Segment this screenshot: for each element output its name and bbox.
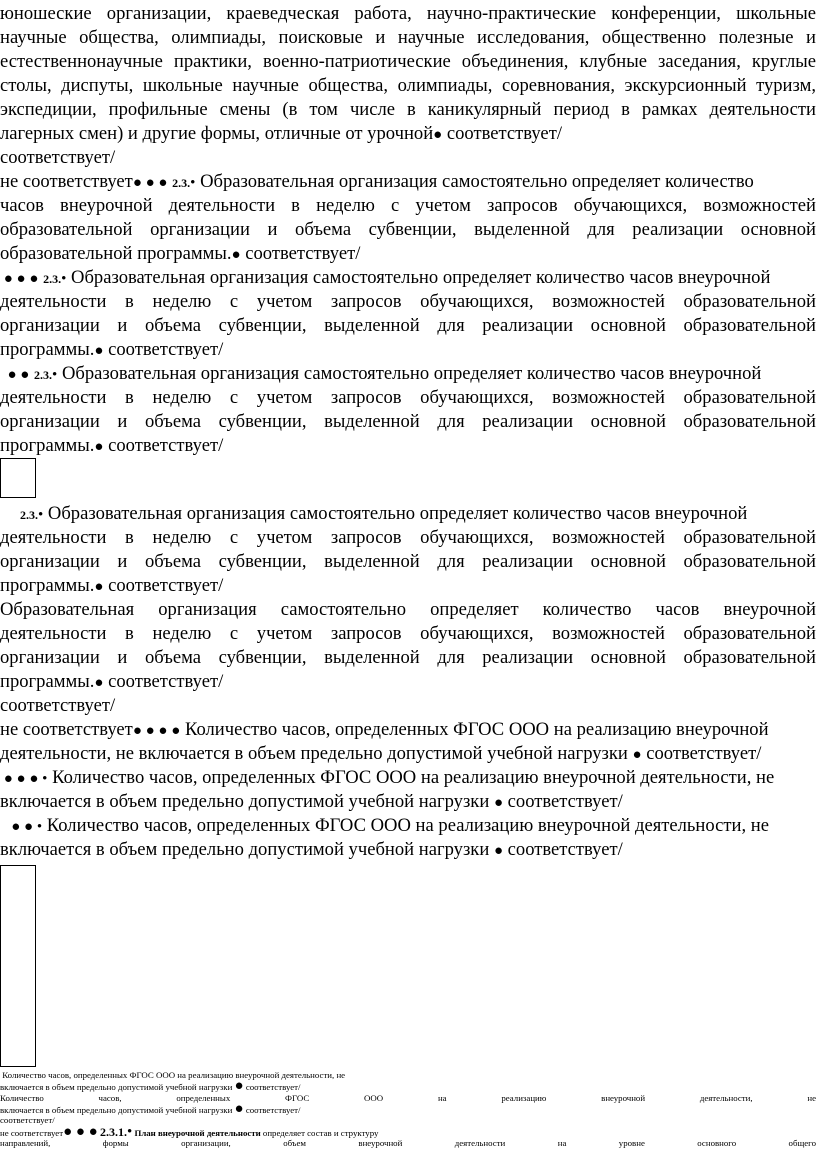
bullet-icon: •: [61, 271, 67, 287]
text-line: юношеские организации, краеведческая работа, научно-практические конференции, школьные: [0, 3, 816, 24]
text-line: [0, 242, 816, 266]
status-text: не соответствует: [0, 1127, 64, 1138]
section-number: 2.3.: [34, 368, 53, 382]
text-line: соответствует/: [0, 695, 116, 716]
text-line: естественнонаучные практики, военно-патриотические объединения, клубные заседания, круглые: [0, 51, 816, 72]
text-line: организации и объема субвенции, выделенной для реализации основной образовательной: [0, 315, 816, 336]
bullet-icon: ● ● ● •: [0, 771, 48, 787]
text-line: образовательной организации и объема субвенции, выделенной для реализации основной: [0, 219, 816, 240]
bullet-icon: ● ● •: [0, 819, 43, 835]
text-line: соответствует/: [0, 147, 116, 168]
empty-box: [0, 458, 36, 498]
text-line: Количество часов, определенных ФГОС ООО на реализацию внеурочной деятельности, не: [0, 1092, 816, 1103]
bullet-icon: •: [190, 175, 196, 191]
bullet-icon: ●: [433, 127, 443, 143]
status-text: соответствует/: [108, 671, 224, 692]
section-number: 2.3.: [172, 176, 191, 190]
line-text: Количество часов, определенных ФГОС ООО на реализацию внеурочной деятельности, не: [46, 815, 769, 836]
text-line: деятельности в неделю с учетом запросов обучающихся, возможностей образовательной: [0, 291, 816, 312]
text-line: [0, 718, 816, 742]
status-text: соответствует/: [646, 743, 762, 764]
empty-box: [0, 865, 36, 1067]
text-line: организации и объема субвенции, выделенной для реализации основной образовательной: [0, 411, 816, 432]
status-text: соответствует/: [108, 339, 224, 360]
text-line: научные общества, олимпиады, поисковые и научные исследования, общественно полезные и: [0, 27, 816, 48]
status-text: соответствует/: [446, 123, 562, 144]
text-line: деятельности в неделю с учетом запросов обучающихся, возможностей образовательной: [0, 527, 816, 548]
bullet-icon: ●: [94, 439, 104, 455]
line-text: включается в объем предельно допустимой учебной нагрузки: [0, 1082, 233, 1093]
text-line: [0, 766, 816, 790]
line-text: программы.: [0, 671, 95, 692]
text-line: [0, 790, 816, 814]
bullet-icon: •: [38, 507, 44, 523]
text-line: [0, 814, 816, 838]
status-text: соответствует/: [245, 243, 361, 264]
text-line: [0, 742, 816, 766]
text-line: соответствует/: [0, 1115, 55, 1126]
text-line: деятельности в неделю с учетом запросов обучающихся, возможностей образовательной: [0, 387, 816, 408]
text-line: [0, 1070, 816, 1081]
text-line: [0, 170, 816, 194]
text-line: [0, 338, 816, 362]
text-line: [0, 362, 816, 386]
line-text: деятельности, не включается в объем предельно допустимой учебной нагрузки: [0, 743, 628, 764]
text-line: столы, диспуты, школьные научные общества, олимпиады, соревнования, экскурсионный туризм,: [0, 75, 816, 96]
status-text: соответствует/: [507, 839, 623, 860]
text-line: организации и объема субвенции, выделенной для реализации основной образовательной: [0, 647, 816, 668]
text-line: [0, 1104, 816, 1115]
bullet-icon: ●: [493, 795, 503, 811]
text-line: [0, 434, 816, 458]
text-line: организации и объема субвенции, выделенной для реализации основной образовательной: [0, 551, 816, 572]
text-line: [0, 266, 816, 290]
bullet-icon: •: [52, 367, 58, 383]
section-heading: План внеурочной деятельности: [134, 1127, 261, 1138]
bullet-icon: ●: [231, 247, 241, 263]
bullet-icon: ● ● ●: [63, 1126, 98, 1138]
line-text: Образовательная организация самостоятельно определяет количество: [200, 171, 754, 192]
section-number: 2.3.: [20, 508, 38, 522]
text-line: деятельности в неделю с учетом запросов обучающихся, возможностей образовательной: [0, 623, 816, 644]
status-text: соответствует/: [108, 435, 224, 456]
bullet-icon: ●: [94, 675, 104, 691]
bullet-icon: ●: [94, 579, 104, 595]
line-text: Образовательная организация самостоятельно определяет количество часов внеурочной: [47, 503, 748, 524]
line-text: лагерных смен) и другие формы, отличные от урочной: [0, 123, 434, 144]
status-text: не соответствует: [0, 719, 133, 740]
text-line: Образовательная организация самостоятельно определяет количество часов внеурочной: [0, 599, 816, 620]
status-text: не соответствует: [0, 171, 133, 192]
line-text: Количество часов, определенных ФГОС ООО на реализацию внеурочной деятельности, не: [2, 1070, 346, 1080]
line-text: Образовательная организация самостоятельно определяет количество часов внеурочной: [61, 363, 762, 384]
bullet-icon: ●: [632, 747, 642, 763]
status-text: соответствует/: [108, 575, 224, 596]
bullet-icon: ●: [234, 1104, 244, 1116]
text-line: [0, 1081, 816, 1092]
status-text: соответствует/: [245, 1082, 301, 1093]
text-line: направлений, формы организации, объем внеурочной деятельности на уровне основного общего: [0, 1138, 816, 1148]
bullet-icon: ●: [493, 843, 503, 859]
text-line: [0, 838, 816, 862]
line-text: Количество часов, определенных ФГОС ООО на реализацию внеурочной деятельности, не: [52, 767, 775, 788]
bullet-icon: •: [126, 1126, 133, 1138]
line-text: программы.: [0, 339, 95, 360]
text-line: часов внеурочной деятельности в неделю с учетом запросов обучающихся, возможностей: [0, 195, 816, 216]
bullet-icon: ● ● ● ●: [132, 723, 181, 739]
section-number: 2.3.1.: [99, 1126, 127, 1138]
line-text: Количество часов, определенных ФГОС ООО на реализацию внеурочной: [184, 719, 769, 740]
line-text: образовательной программы.: [0, 243, 232, 264]
bullet-icon: ●: [94, 343, 104, 359]
bullet-icon: ● ● ●: [132, 175, 168, 191]
text-line: [0, 1127, 816, 1138]
text-line: [0, 122, 816, 146]
bullet-icon: ●: [234, 1081, 244, 1093]
status-text: соответствует/: [507, 791, 623, 812]
line-text: включается в объем предельно допустимой учебной нагрузки: [0, 839, 490, 860]
line-text: программы.: [0, 435, 95, 456]
line-text: определяет состав и структуру: [262, 1127, 379, 1138]
text-line: [0, 502, 816, 526]
line-text: включается в объем предельно допустимой учебной нагрузки: [0, 1105, 233, 1115]
line-text: Образовательная организация самостоятельно определяет количество часов внеурочной: [71, 267, 771, 288]
text-line: экспедиции, профильные смены (в том числе в каникулярный период в рамках деятельности: [0, 99, 816, 120]
text-line: [0, 574, 816, 598]
line-text: включается в объем предельно допустимой учебной нагрузки: [0, 791, 490, 812]
bullet-icon: ● ●: [0, 367, 30, 383]
section-number: 2.3.: [43, 272, 62, 286]
line-text: программы.: [0, 575, 95, 596]
status-text: соответствует/: [245, 1105, 301, 1115]
bullet-icon: ● ● ●: [0, 271, 39, 287]
text-line: [0, 670, 816, 694]
